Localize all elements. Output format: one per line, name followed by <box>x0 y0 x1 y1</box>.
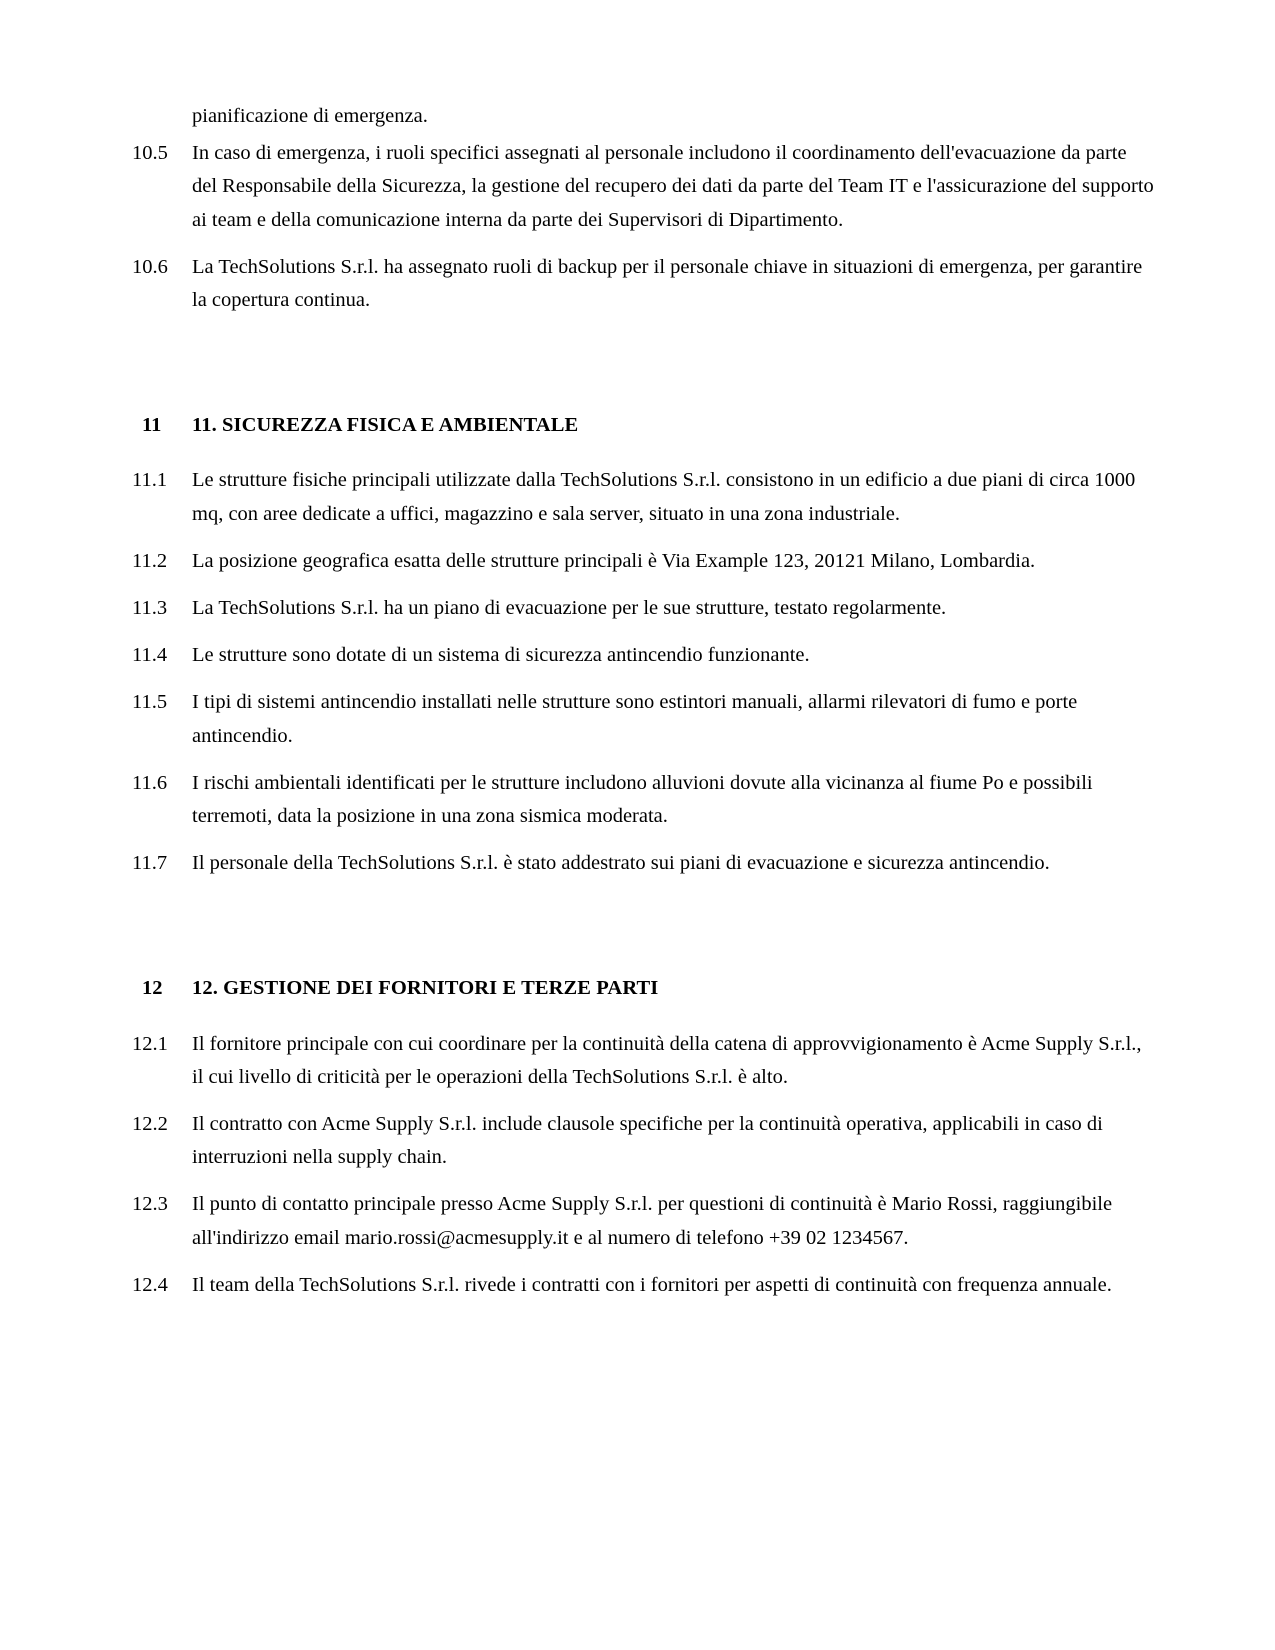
clause-number: 12.1 <box>132 1032 168 1055</box>
section-number: 11 <box>142 414 162 437</box>
clause-list <box>120 137 1155 1302</box>
document-body <box>120 100 1155 1302</box>
clause-row <box>120 847 1155 880</box>
clause-text: Il fornitore principale con cui coordinare per la continuità della catena di approvvigionamento è Acme Supply S.r.l., il cui livello di criticità per le operazioni della TechSolutions S.r.l. è alto. <box>192 1032 1142 1088</box>
section-title: 12. GESTIONE DEI FORNITORI E TERZE PARTI <box>192 977 659 1000</box>
section-heading <box>120 409 1155 442</box>
section-spacer <box>120 331 1155 357</box>
clause-text: Il team della TechSolutions S.r.l. rivede i contratti con i fornitori per aspetti di continuità con frequenza annuale. <box>192 1273 1112 1296</box>
clause-number: 11.6 <box>132 771 168 794</box>
clause-number: 11.1 <box>132 469 168 492</box>
section-title: 11. SICUREZZA FISICA E AMBIENTALE <box>192 414 579 437</box>
clause-number: 12.2 <box>132 1113 168 1136</box>
section-number: 12 <box>142 977 163 1000</box>
clause-row <box>120 545 1155 578</box>
clause-text: La TechSolutions S.r.l. ha assegnato ruoli di backup per il personale chiave in situazioni di emergenza, per garantire la copertura continua. <box>192 255 1143 312</box>
clause-number: 11.3 <box>132 597 168 620</box>
clause-row <box>120 767 1155 833</box>
section-spacer <box>120 894 1155 920</box>
clause-number: 11.2 <box>132 549 168 572</box>
clause-number: 11.4 <box>132 644 168 667</box>
clause-number: 12.4 <box>132 1273 168 1296</box>
clause-text: Il contratto con Acme Supply S.r.l. include clausole specifiche per la continuità operativa, applicabili in caso di interruzioni nella supply chain. <box>192 1113 1103 1169</box>
clause-text: Le strutture sono dotate di un sistema di sicurezza antincendio funzionante. <box>192 644 810 667</box>
clause-number: 12.3 <box>132 1193 168 1216</box>
clause-number: 10.6 <box>132 255 168 278</box>
clause-row <box>120 464 1155 530</box>
clause-row <box>120 137 1155 237</box>
clause-row <box>120 686 1155 752</box>
clause-text: Il personale della TechSolutions S.r.l. è stato addestrato sui piani di evacuazione e sicurezza antincendio. <box>192 852 1050 875</box>
clause-number: 10.5 <box>132 142 168 165</box>
continuation-paragraph: pianificazione di emergenza. <box>192 105 428 127</box>
clause-row <box>120 1108 1155 1174</box>
clause-number: 11.5 <box>132 691 168 714</box>
clause-number: 11.7 <box>132 852 168 875</box>
clause-text: I rischi ambientali identificati per le strutture includono alluvioni dovute alla vicinanza al fiume Po e possibili terremoti, data la posizione in una zona sismica moderata. <box>192 771 1093 828</box>
clause-text: Le strutture fisiche principali utilizzate dalla TechSolutions S.r.l. consistono in un edificio a due piani di circa 1000 mq, con aree dedicate a uffici, magazzino e sala server, situato in una zona industriale. <box>192 469 1136 525</box>
clause-text: La TechSolutions S.r.l. ha un piano di evacuazione per le sue strutture, testato regolarmente. <box>192 597 947 620</box>
clause-row <box>120 592 1155 625</box>
clause-text: In caso di emergenza, i ruoli specifici assegnati al personale includono il coordinamento dell'evacuazione da parte del Responsabile della Sicurezza, la gestione del recupero dei dati da parte del Team IT e l'assicurazione del supporto ai team e della comunicazione interna da parte dei Supervisori di Dipartimento. <box>192 142 1154 231</box>
clause-row <box>120 251 1155 317</box>
clause-row <box>120 1188 1155 1254</box>
clause-row <box>120 1028 1155 1094</box>
clause-text: I tipi di sistemi antincendio installati nelle strutture sono estintori manuali, allarmi rilevatori di fumo e porte antincendio. <box>192 691 1078 747</box>
clause-text: Il punto di contatto principale presso Acme Supply S.r.l. per questioni di continuità è Mario Rossi, raggiungibile all'indirizzo email mario.rossi@acmesupply.it e al numero di telefono +39 02 1234567. <box>192 1193 1113 1249</box>
clause-text: La posizione geografica esatta delle strutture principali è Via Example 123, 20121 Milano, Lombardia. <box>192 549 1036 572</box>
section-heading <box>120 972 1155 1005</box>
clause-row <box>120 639 1155 672</box>
clause-row <box>120 1269 1155 1302</box>
